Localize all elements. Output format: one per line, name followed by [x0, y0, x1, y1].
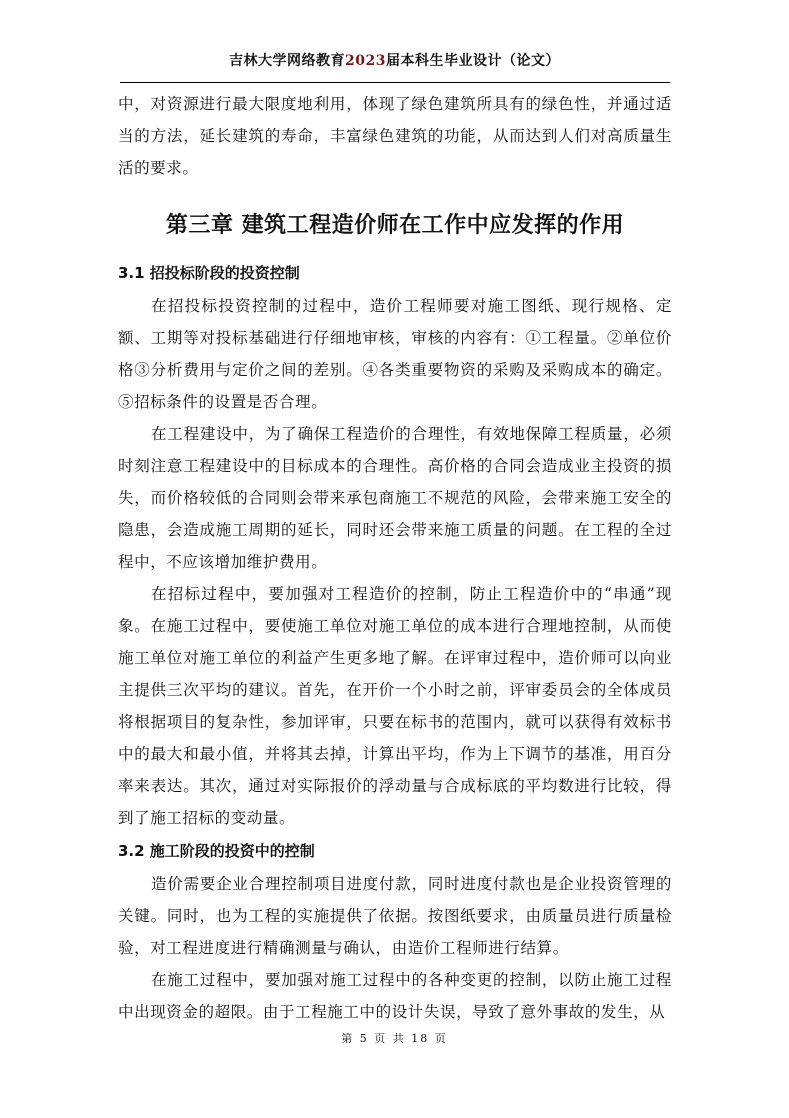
- section-3-1-title: 3.1 招投标阶段的投资控制: [118, 264, 300, 282]
- paragraph-continued: 中，对资源进行最大限度地利用，体现了绿色建筑所具有的绿色性，并通过适当的方法，延长建筑的寿命，丰富绿色建筑的功能，从而达到人们对高质量生活的要求。: [118, 95, 672, 177]
- section-3-2-title: 3.2 施工阶段的投资中的控制: [118, 842, 315, 860]
- section-3-2-paragraph-2: 在施工过程中，要加强对施工过程中的各种变更的控制，以防止施工过程中出现资金的超限。由于工程施工中的设计失误，导致了意外事故的发生，从: [118, 971, 672, 1021]
- page-number: 第 5 页 共 18 页: [341, 1032, 448, 1045]
- header-year: 2023: [345, 53, 386, 69]
- section-3-1-paragraph-3: 在招标过程中，要加强对工程造价的控制，防止工程造价中的“串通”现象。在施工过程中，要使施工单位对施工单位的成本进行合理地控制，从而使施工单位对施工单位的利益产生更多地了解。在评审过程中，造价师可以向业主提供三次平均的建议。首先，在开价一个小时之前，评审委员会的全体成员将根据项目的复杂性，参加评审，只要在标书的范围内，就可以获得有效标书中的最大和最小值，并将其去掉，计算出平均，作为上下调节的基准，用百分率来表达。其次，通过对实际报价的浮动量与合成标底的平均数进行比较，得到了施工招标的变动量。: [118, 585, 672, 827]
- header-doc-type: 届本科生毕业设计（论文）: [385, 53, 560, 69]
- header-rule: [120, 82, 670, 83]
- page-body: [118, 88, 672, 1028]
- section-3-1-paragraph-2: 在工程建设中，为了确保工程造价的合理性，有效地保障工程质量，必须时刻注意工程建设中的目标成本的合理性。高价格的合同会造成业主投资的损失，而价格较低的合同则会带来承包商施工不规范的风险，会带来施工安全的隐患，会造成施工周期的延长，同时还会带来施工质量的问题。在工程的全过程中，不应该增加维护费用。: [118, 425, 672, 571]
- chapter-title: 第三章 建筑工程造价师在工作中应发挥的作用: [165, 213, 625, 238]
- section-3-2-paragraph-1: 造价需要企业合理控制项目进度付款，同时进度付款也是企业投资管理的关键。同时，也为工程的实施提供了依据。按图纸要求，由质量员进行质量检验，对工程进度进行精确测量与确认，由造价工程师进行结算。: [118, 875, 672, 957]
- header-school: 吉林大学网络教育: [229, 53, 346, 69]
- section-3-1-paragraph-1: 在招投标投资控制的过程中，造价工程师要对施工图纸、现行规格、定额、工期等对投标基础进行仔细地审核，审核的内容有：①工程量。②单位价格③分析费用与定价之间的差别。④各类重要物资的采购及采购成本的确定。⑤招标条件的设置是否合理。: [118, 297, 672, 411]
- page-header: [120, 50, 669, 70]
